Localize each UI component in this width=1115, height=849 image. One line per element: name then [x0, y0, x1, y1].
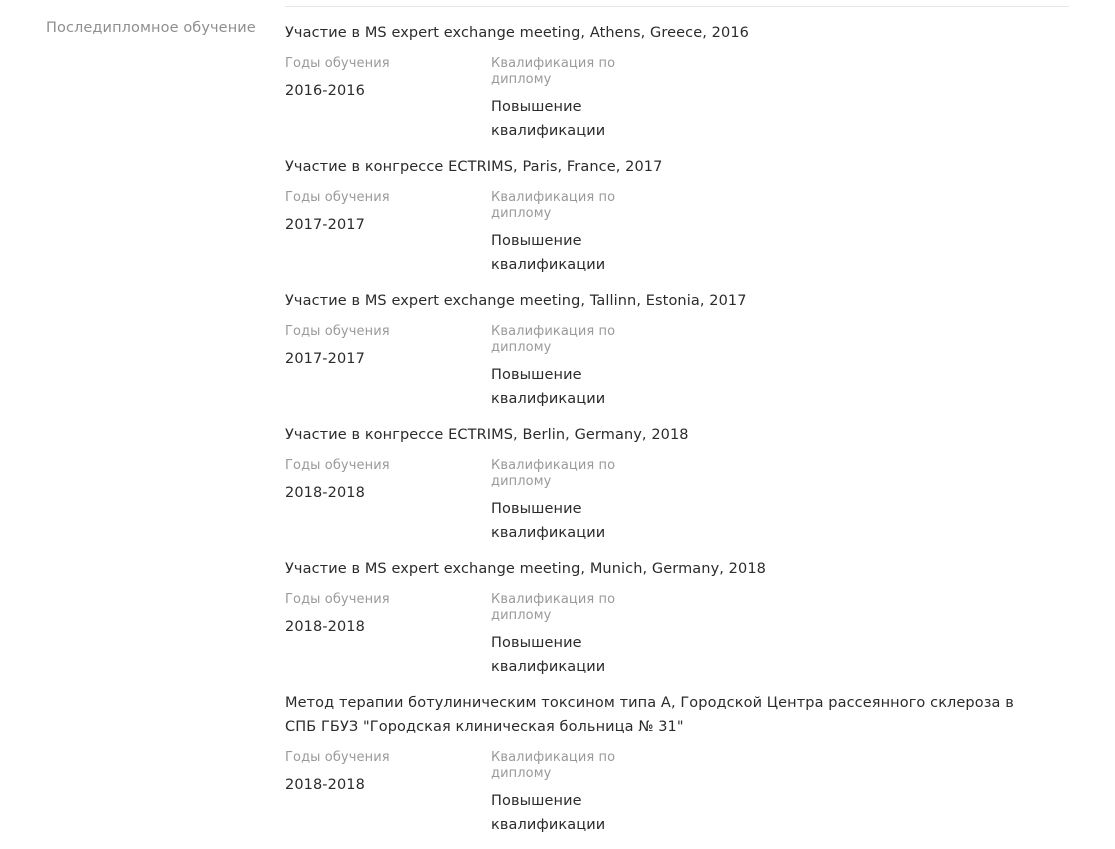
entry-title: Участие в конгрессе ECTRIMS, Paris, France, 2017 [285, 159, 663, 175]
years-label: Годы обучения [285, 750, 390, 765]
qualification-value: Повышение квалификации [491, 367, 606, 407]
qualification-label: Квалификация по диплому [491, 458, 616, 489]
years-value: 2018-2018 [285, 485, 365, 501]
years-label: Годы обучения [285, 56, 390, 71]
entry-meta [285, 458, 1045, 545]
entry-title: Участие в конгрессе ECTRIMS, Berlin, Germany, 2018 [285, 427, 689, 443]
entry-meta [285, 750, 1045, 837]
years-column [285, 592, 491, 679]
qualification-column [491, 592, 631, 679]
education-entry [285, 289, 1045, 411]
years-label: Годы обучения [285, 458, 390, 473]
entry-title: Участие в MS expert exchange meeting, Munich, Germany, 2018 [285, 561, 766, 577]
entry-title: Метод терапии ботулиническим токсином типа А, Городской Центра рассеянного склероза в СПБ ГБУЗ "Городская клиническая больница № 31" [285, 695, 1014, 735]
qualification-value: Повышение квалификации [491, 233, 606, 273]
education-entry [285, 21, 1045, 143]
qualification-value: Повышение квалификации [491, 99, 606, 139]
years-value: 2017-2017 [285, 351, 365, 367]
entry-meta [285, 190, 1045, 277]
section-label: Последипломное обучение [46, 20, 256, 36]
education-entry [285, 691, 1045, 837]
entry-meta [285, 324, 1045, 411]
qualification-value: Повышение квалификации [491, 635, 606, 675]
education-entry [285, 155, 1045, 277]
qualification-column [491, 56, 631, 143]
qualification-value: Повышение квалификации [491, 501, 606, 541]
qualification-column [491, 458, 631, 545]
qualification-column [491, 190, 631, 277]
entry-meta [285, 56, 1045, 143]
education-entry [285, 557, 1045, 679]
qualification-label: Квалификация по диплому [491, 750, 616, 781]
qualification-label: Квалификация по диплому [491, 324, 616, 355]
years-column [285, 190, 491, 277]
education-entries-list [285, 21, 1045, 849]
entry-title: Участие в MS expert exchange meeting, Tallinn, Estonia, 2017 [285, 293, 747, 309]
qualification-label: Квалификация по диплому [491, 592, 616, 623]
education-entry [285, 423, 1045, 545]
qualification-label: Квалификация по диплому [491, 190, 616, 221]
years-label: Годы обучения [285, 324, 390, 339]
years-value: 2018-2018 [285, 619, 365, 635]
qualification-value: Повышение квалификации [491, 793, 606, 833]
years-column [285, 56, 491, 143]
years-value: 2016-2016 [285, 83, 365, 99]
years-column [285, 750, 491, 837]
entry-title: Участие в MS expert exchange meeting, Athens, Greece, 2016 [285, 25, 749, 41]
years-value: 2018-2018 [285, 777, 365, 793]
years-label: Годы обучения [285, 592, 390, 607]
years-label: Годы обучения [285, 190, 390, 205]
entry-meta [285, 592, 1045, 679]
years-column [285, 324, 491, 411]
qualification-label: Квалификация по диплому [491, 56, 616, 87]
years-column [285, 458, 491, 545]
qualification-column [491, 750, 631, 837]
top-divider [285, 6, 1069, 7]
qualification-column [491, 324, 631, 411]
years-value: 2017-2017 [285, 217, 365, 233]
